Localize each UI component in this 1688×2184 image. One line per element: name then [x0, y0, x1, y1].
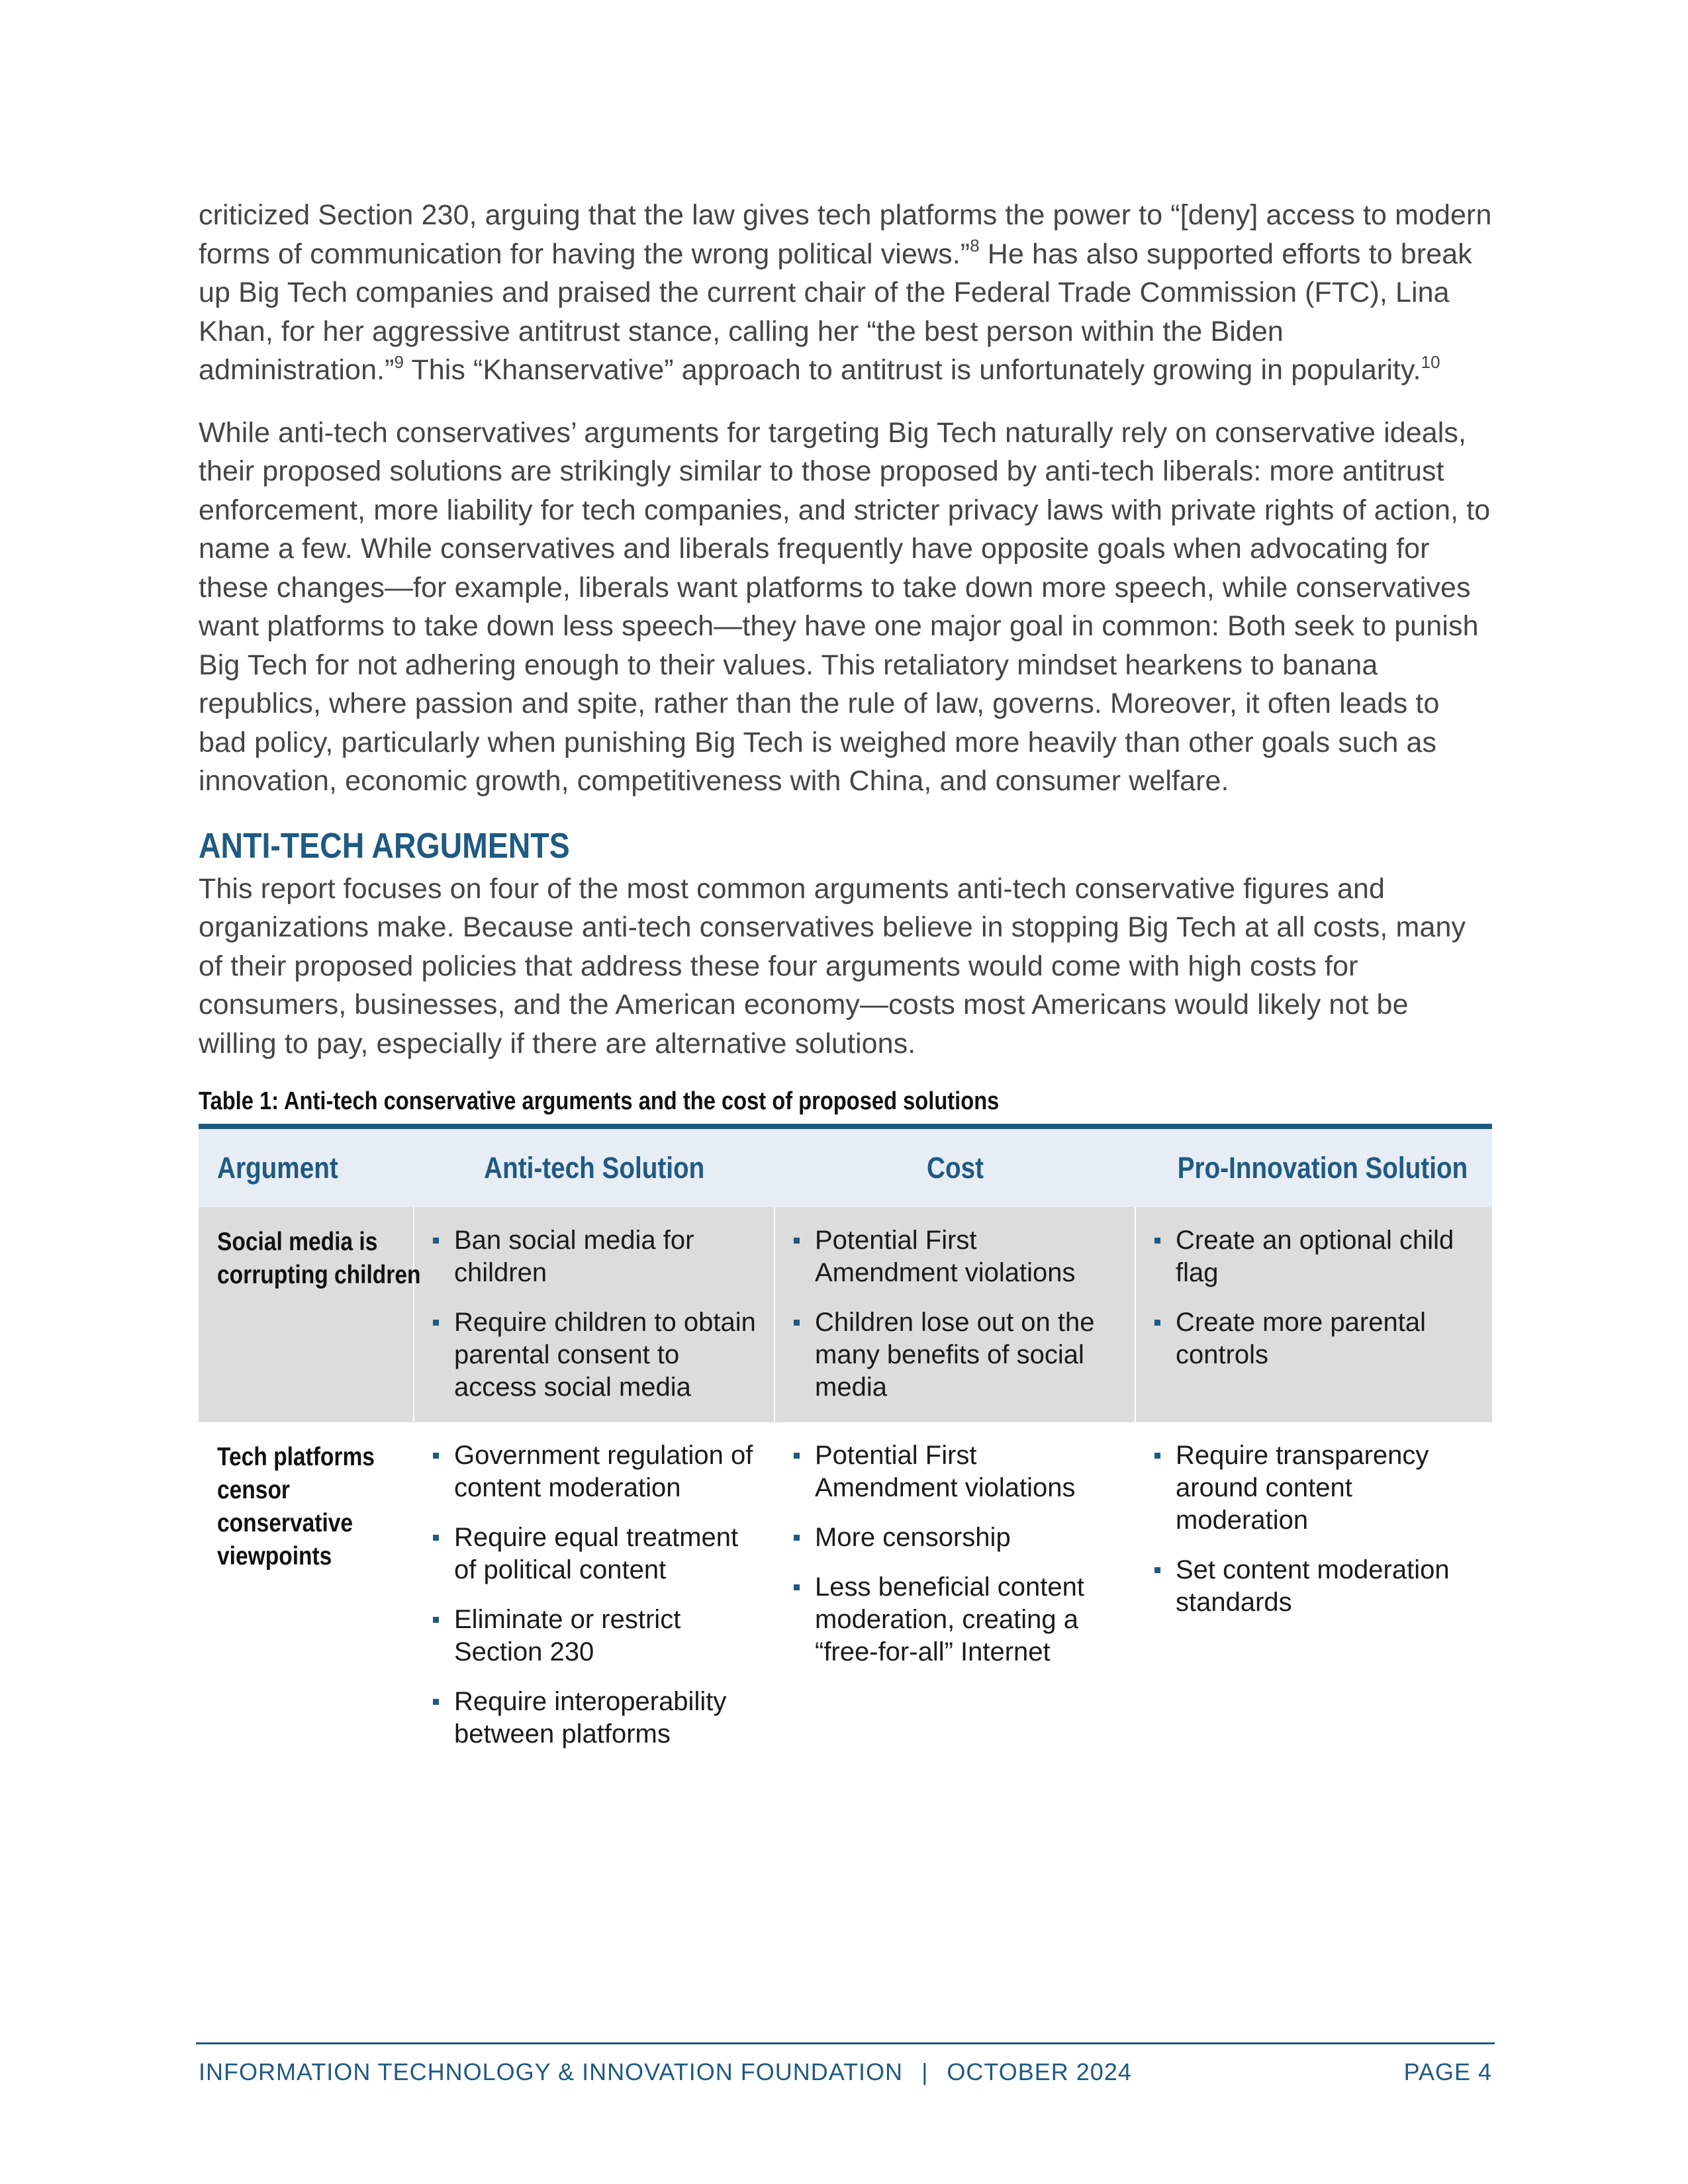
body-paragraph-2: While anti-tech conservatives’ arguments for targeting Big Tech naturally rely on conservative ideals, their proposed solutions are strikingly similar to those proposed by anti-tech liberals: more antitrust enforcement, more liability for tech companies, and stricter privacy laws with private rights of action, to name a few. While conservatives and liberals frequently have opposite goals when advocating for these changes—for example, liberals want platforms to take down more speech, while conservatives want platforms to take down less speech—they have one major goal in common: Both seek to punish Big Tech for not adhering enough to their values. This retaliatory mindset hearkens to banana republics, where passion and spite, rather than the rule of law, governs. Moreover, it often leads to bad policy, particularly when punishing Big Tech is weighed more heavily than other goals such as innovation, economic growth, competitiveness with China, and consumer welfare. — [199, 416, 1491, 797]
page-footer — [199, 2058, 1492, 2086]
list-item: Potential First Amendment violations — [794, 1439, 1119, 1504]
list-item: Set content moderation standards — [1154, 1554, 1476, 1619]
argument-cell: Tech platforms censor conservative viewpoints — [217, 1443, 375, 1570]
list-item: Require children to obtain parental consent to access social media — [433, 1306, 758, 1404]
header-cost: Cost — [774, 1126, 1135, 1207]
argument-cell: Social media is corrupting children — [199, 1207, 414, 1422]
list-item: Ban social media for children — [433, 1224, 758, 1289]
table-caption: Table 1: Anti-tech conservative arguments and the cost of proposed solutions — [199, 1087, 1000, 1115]
body-paragraph-1 — [199, 196, 1492, 390]
list-item: Children lose out on the many benefits of social media — [794, 1306, 1119, 1404]
footer-divider — [196, 2042, 1495, 2044]
list-item: Eliminate or restrict Section 230 — [433, 1604, 758, 1668]
body-paragraph-3: This report focuses on four of the most common arguments anti-tech conservative figures and organizations make. Because anti-tech conservatives believe in stopping Big Tech at all costs, many of their proposed policies that address these four arguments would come with high costs for consumers, businesses, and the American economy—costs most Americans would likely not be willing to pay, especially if there are alternative solutions. — [199, 872, 1466, 1060]
solution-cell — [414, 1207, 774, 1422]
header-anti-tech-solution: Anti-tech Solution — [414, 1126, 774, 1207]
para1-text-a: criticized Section 230, arguing that the law gives tech platforms the power to “[deny] access to modern forms of communication for having the wrong political views.” — [199, 199, 1492, 270]
list-item: Government regulation of content moderation — [433, 1439, 758, 1504]
pro-solution-cell — [1135, 1422, 1492, 1769]
footer-date: OCTOBER 2024 — [947, 2058, 1132, 2085]
para1-text-c: This “Khanservative” approach to antitrust is unfortunately growing in popularity. — [404, 354, 1421, 386]
footnote-ref-8[interactable]: 8 — [970, 236, 980, 256]
cost-cell — [774, 1422, 1135, 1769]
footnote-ref-10[interactable]: 10 — [1421, 351, 1440, 372]
footer-org: INFORMATION TECHNOLOGY & INNOVATION FOUNDATION — [199, 2058, 904, 2085]
arguments-table — [199, 1124, 1492, 1769]
list-item: Less beneficial content moderation, creating a “free-for-all” Internet — [794, 1571, 1119, 1668]
header-pro-innovation-solution: Pro-Innovation Solution — [1135, 1126, 1492, 1207]
cost-cell — [774, 1207, 1135, 1422]
table-header-row — [199, 1126, 1492, 1207]
page-content — [199, 196, 1492, 1769]
footnote-ref-9[interactable]: 9 — [394, 351, 404, 372]
list-item: Potential First Amendment violations — [794, 1224, 1119, 1289]
list-item: Require equal treatment of political content — [433, 1522, 758, 1586]
list-item: Require interoperability between platforms — [433, 1686, 758, 1751]
footer-separator: | — [921, 2058, 929, 2085]
list-item: More censorship — [794, 1522, 1119, 1554]
page-number: PAGE 4 — [1403, 2058, 1492, 2085]
table-row — [199, 1207, 1492, 1422]
list-item: Create more parental controls — [1154, 1306, 1476, 1371]
list-item: Require transparency around content moderation — [1154, 1439, 1476, 1537]
section-heading: ANTI-TECH ARGUMENTS — [199, 825, 570, 866]
table-row — [199, 1422, 1492, 1769]
para1-text-b: He has also supported efforts to break up Big Tech companies and praised the current chair of the Federal Trade Commission (FTC), Lina Khan, for her aggressive antitrust stance, calling her “the best person within the Biden administration.” — [199, 238, 1472, 386]
list-item: Create an optional child flag — [1154, 1224, 1476, 1289]
pro-solution-cell — [1135, 1207, 1492, 1422]
solution-cell — [414, 1422, 774, 1769]
header-argument: Argument — [199, 1126, 414, 1207]
